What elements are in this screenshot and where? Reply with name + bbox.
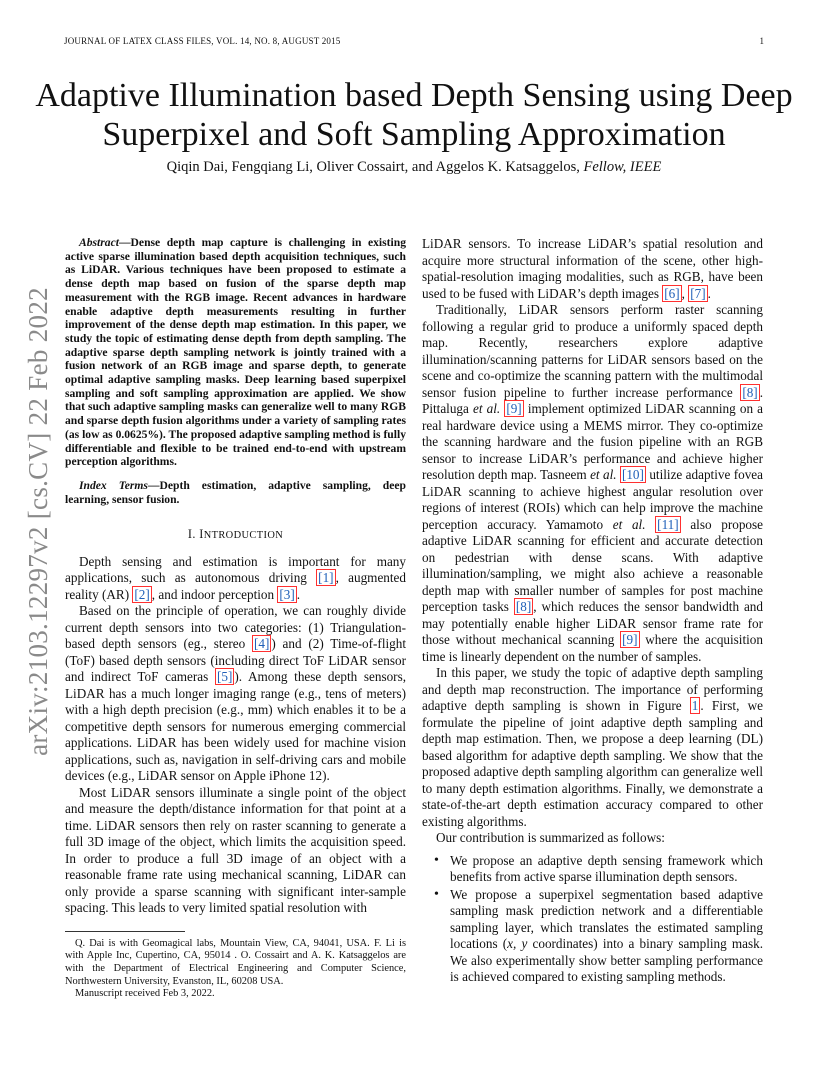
text-run: utilize adaptive fovea LiDAR scanning to achieve highest angular resolution over regions of interest (ROIs) which can help improve the machine perception accuracy. Yamamoto xyxy=(422,467,764,532)
author-line xyxy=(0,159,828,176)
section-numeral: I. xyxy=(187,527,196,542)
running-head: JOURNAL OF LATEX CLASS FILES, VOL. 14, NO. 8, AUGUST 2015 xyxy=(64,36,341,46)
text-run-italic: et al. xyxy=(473,401,501,416)
intro-paragraph-1 xyxy=(65,554,406,604)
contribution-intro: Our contribution is summarized as follows: xyxy=(436,830,665,845)
intro-paragraph-4 xyxy=(422,302,763,665)
citation-link[interactable]: [1] xyxy=(318,570,334,586)
section-initial: I xyxy=(199,527,204,542)
text-run: also propose adaptive LiDAR scanning for efficient and accurate detection on pedestrian with dense scans. With adaptive illumination/sampling, we might also achieve a reasonable depth map with smaller number of samples for post machine perception tasks xyxy=(422,516,763,614)
text-run: implement optimized LiDAR scanning on a real hardware device using a MEMS mirror. They co-optimize the scanning hardware and the fusion pipeline with an RGB sensor to increase LiDAR’s performance and achieve higher resolution depth map. Tasneem xyxy=(422,401,763,482)
intro-paragraph-3-continued xyxy=(422,236,763,302)
contribution-item xyxy=(450,887,763,986)
text-run: We propose a superpixel segmentation based adaptive sampling mask prediction network and a differentiable sampling layer, which translates the estimated sampling locations ( xyxy=(450,886,763,951)
page-number: 1 xyxy=(759,36,764,46)
citation-link[interactable]: [8] xyxy=(515,599,532,614)
left-column xyxy=(65,236,406,1001)
text-run: Depth sensing and estimation is important for many applications, such as autonomous driving xyxy=(65,553,406,586)
contribution-list xyxy=(422,853,763,986)
text-run: LiDAR sensors. To increase LiDAR’s spatial resolution and acquire more structural information of the scene, other high-spatial-resolution imaging modalities, such as RGB, have been used to be fused with LiDAR’s depth images xyxy=(422,236,763,301)
text-run: . xyxy=(707,285,711,301)
text-run: ) and (2) Time-of-flight (ToF) based depth sensors (including direct ToF LiDAR sensor and indirect ToF cameras xyxy=(65,636,406,685)
section-title-smallcaps: NTRODUCTION xyxy=(203,530,284,542)
index-terms-text: —Depth estimation, adaptive sampling, deep learning, sensor fusion. xyxy=(65,478,406,506)
text-run: , and indoor perception xyxy=(151,586,278,602)
text-run: . First, we formulate the pipeline of joint adaptive depth sampling and depth map estimation. Then, we propose a deep learning (DL) based algorithm for adaptive depth sampling. We show that the proposed adaptive depth sampling algorithm can generalize well to many depth estimation algorithms. Finally, we demonstrate a state-of-the-art depth estimation accuracy compared to other existing algorithms. xyxy=(422,698,763,829)
text-run xyxy=(646,517,656,532)
text-run: In this paper, we study the topic of adaptive depth sampling and depth map reconstruction. The importance of performing adaptive depth sampling is shown in Figure xyxy=(422,665,763,713)
text-run: coordinates) into a binary sampling mask. We also experimentally show better sampling performance is achieved compared to existing sampling methods. xyxy=(450,936,763,984)
citation-link[interactable]: [6] xyxy=(664,285,680,301)
text-run-italic: et al. xyxy=(590,467,617,482)
text-run: , which reduces the sensor bandwidth and may potentially enable higher LiDAR sensor frame rate for those without mechanical scanning xyxy=(422,599,763,647)
text-run: , xyxy=(681,285,689,301)
math-xy: x, y xyxy=(507,936,528,951)
text-run: Based on the principle of operation, we can roughly divide current depth sensors into two categories: (1) Triangulation-based depth sensors (eg., stereo xyxy=(65,603,406,652)
index-terms xyxy=(65,479,406,506)
intro-paragraph-3: Most LiDAR sensors illuminate a single point of the object and measure the depth/distance information for that point at a time. LiDAR sensors then rely on raster scanning to generate a full 3D image of the object, which limits the acquisition speed. In order to produce a full 3D image of an object with a reasonable frame rate using mechanical scanning, LiDAR can only provide a sparse scanning with significant inter-sample spacing. This leads to very limited spatial resolution with xyxy=(65,784,406,916)
paper-title: Adaptive Illumination based Depth Sensing using Deep Superpixel and Soft Sampling Approximation xyxy=(35,77,793,153)
section-heading-introduction xyxy=(65,526,406,545)
figure-reference-link[interactable]: 1 xyxy=(691,698,699,713)
citation-link[interactable]: [8] xyxy=(742,384,758,400)
text-run: , augmented reality (AR) xyxy=(65,570,406,602)
text-run: ). Among these depth sensors, LiDAR has a much longer imaging range (e.g., tens of meters) with a high depth precision (e.g., mm) which enables it to be a competitive depth sensors for numerous emerging commercial applications. LiDAR has been widely used for machine vision applications, such as, navigation in self-driving cars and mobile devices (e.g., LiDAR sensor on Apple iPhone 12). xyxy=(65,669,406,784)
citation-link[interactable]: [5] xyxy=(216,669,233,685)
citation-link[interactable]: [11] xyxy=(657,516,679,532)
text-run: . Pittaluga xyxy=(422,384,763,416)
arxiv-sidebar-stamp xyxy=(18,286,58,756)
abstract xyxy=(65,236,406,469)
text-run-italic: et al. xyxy=(612,516,646,532)
abstract-text: —Dense depth map capture is challenging in existing active sparse illumination based depth acquisition techniques, such as LiDAR. Various techniques have been proposed to estimate a dense depth map based on fusion of the sparse depth map measurement with the RGB image. Recent advances in hardware enable adaptive depth measurements resulting in further improvement of the dense depth map estimation. In this paper, we study the topic of estimating dense depth from depth sampling. The adaptive sparse depth sampling network is jointly trained with a fusion network of an RGB image and sparse depth, to generate optimal adaptive sampling masks. Deep learning based superpixel sampling and soft sampling approximation are applied. We show that such adaptive sampling masks can generalize well to many RGB and sparse depth fusion algorithms under a variety of sampling rates (as low as 0.0625%). The proposed adaptive sampling method is fully differentiable and flexible to be trained end-to-end with upstream perception algorithms. xyxy=(65,236,406,469)
arxiv-id: arXiv:2103.12297v2 [cs.CV] 22 Feb 2022 xyxy=(22,286,53,756)
citation-link[interactable]: [9] xyxy=(506,401,522,416)
citation-link[interactable]: [10] xyxy=(621,467,644,482)
text-run: . xyxy=(296,586,301,602)
footnote-received: Manuscript received Feb 3, 2022. xyxy=(75,988,215,1000)
footnote-rule xyxy=(65,931,185,932)
abstract-label: Abstract xyxy=(79,236,119,249)
citation-link[interactable]: [2] xyxy=(134,586,150,602)
citation-link[interactable]: [3] xyxy=(279,586,295,602)
author-names: Qiqin Dai, Fengqiang Li, Oliver Cossairt, and Aggelos K. Katsaggelos, xyxy=(166,159,580,175)
intro-paragraph-2 xyxy=(65,603,406,785)
author-fellow: Fellow, IEEE xyxy=(583,159,662,175)
text-run: where the acquisition time is linearly dependent on the number of samples. xyxy=(422,632,763,664)
text-run: Traditionally, LiDAR sensors perform raster scanning following a regular grid to produce a uniformly spaced depth map. Recently, researchers explore adaptive illumination/scanning patterns for LiDAR sensors based on the scene and co-optimize the scanning pattern with the multimodal sensor fusion pipeline to further increase performance xyxy=(422,302,763,400)
right-column xyxy=(422,236,763,987)
footnote-affiliations: Q. Dai is with Geomagical labs, Mountain View, CA, 94041, USA. F. Li is with Apple Inc, Cupertino, CA, 95014 . O. Cossairt and A. K. Katsaggelos are with the Department of Electrical Engineering and Computer Science, Northwestern University, Evanston, IL, 60208 USA. xyxy=(65,937,406,987)
citation-link[interactable]: [4] xyxy=(253,636,270,652)
index-terms-label: Index Terms xyxy=(79,478,148,492)
citation-link[interactable]: [7] xyxy=(690,285,706,301)
intro-paragraph-5 xyxy=(422,665,763,830)
contribution-item: • We propose an adaptive depth sensing framework which benefits from active sparse illumination depth sensors. xyxy=(450,853,763,886)
citation-link[interactable]: [9] xyxy=(622,632,638,647)
